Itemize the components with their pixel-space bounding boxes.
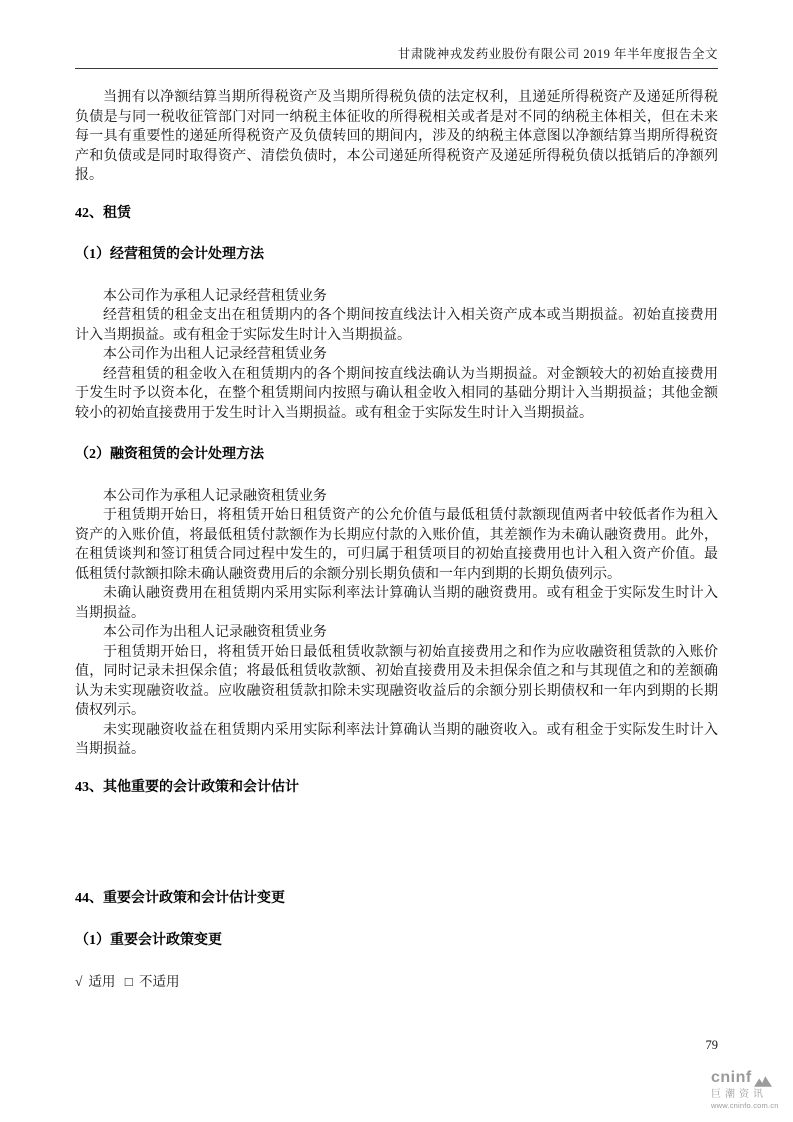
not-applicable-checkbox: □: [124, 974, 133, 989]
paragraph: 本公司作为承租人记录经营租赁业务: [103, 288, 327, 304]
page-number: 79: [705, 1038, 718, 1052]
paragraph: 于租赁期开始日，将租赁开始日最低租赁收款额与初始直接费用之和作为应收融资租赁款的入账价值，同时记录未担保余值；将最低租赁收款额、初始直接费用及未担保余值之和与其现值之和的差额确认为未实现融资收益。应收融资租赁款扣除未实现融资收益后的余额分别长期债权和一年内到期的长期债权列示。: [75, 644, 718, 718]
paragraph: 经营租赁的租金收入在租赁期内的各个期间按直线法确认为当期损益。对金额较大的初始直接费用于发生时予以资本化，在整个租赁期间内按照与确认租金收入相同的基础分期计入当期损益；其他金额较小的初始直接费用于发生时计入当期损益。或有租金于实际发生时计入当期损益。: [75, 366, 718, 421]
section-43-heading: 43、其他重要的会计政策和会计估计: [75, 779, 299, 795]
paragraph: 未实现融资收益在租赁期内采用实际利率法计算确认当期的融资收入。或有租金于实际发生时计入当期损益。: [75, 722, 718, 757]
applicable-check-mark: √: [75, 974, 83, 989]
page-header: [75, 44, 718, 69]
section-44-sub1-heading: （1）重要会计政策变更: [75, 932, 222, 948]
cninfo-logo-row: [711, 1069, 777, 1087]
mountain-icon: [754, 1076, 772, 1087]
section-42-sub1-heading: （1）经营租赁的会计处理方法: [75, 247, 264, 262]
paragraph: 经营租赁的租金支出在租赁期内的各个期间按直线法计入相关资产成本或当期损益。初始直接费用计入当期损益。或有租金于实际发生时计入当期损益。: [75, 308, 718, 343]
cninfo-logo: [711, 1069, 777, 1110]
paragraph: 本公司作为出租人记录融资租赁业务: [103, 625, 327, 640]
applicability-line: [75, 972, 718, 992]
section-42-heading: 42、租赁: [75, 205, 131, 221]
applicable-label: 适用: [88, 974, 116, 989]
section-44-heading: 44、重要会计政策和会计估计变更: [75, 891, 285, 906]
cninfo-name-text: 巨潮资讯: [711, 1088, 767, 1100]
cninfo-url-text: www.cninfo.com.cn: [711, 1100, 779, 1110]
paragraph: 未确认融资费用在租赁期内采用实际利率法计算确认当期的融资费用。或有租金于实际发生时计入当期损益。: [75, 586, 718, 621]
not-applicable-label: 不适用: [138, 974, 180, 989]
document-body: [75, 88, 718, 992]
cninfo-brand-text: cninf: [711, 1069, 752, 1087]
report-title: 甘肃陇神戎发药业股份有限公司 2019 年半年度报告全文: [397, 47, 718, 61]
paragraph: 本公司作为承租人记录融资租赁业务: [103, 488, 327, 504]
paragraph: 本公司作为出租人记录经营租赁业务: [103, 347, 327, 362]
paragraph-deferred-tax: 当拥有以净额结算当期所得税资产及当期所得税负债的法定权利，且递延所得税资产及递延所得税负债是与同一税收征管部门对同一纳税主体征收的所得税相关或者是对不同的纳税主体相关，但在未来每一具有重要性的递延所得税资产及负债转回的期间内，涉及的纳税主体意图以净额结算当期所得税资产和负债或是同时取得资产、清偿负债时，本公司递延所得税资产及递延所得税负债以抵销后的净额列报。: [75, 90, 718, 183]
section-42-sub2-heading: （2）融资租赁的会计处理方法: [75, 447, 264, 462]
paragraph: 于租赁期开始日，将租赁开始日租赁资产的公允价值与最低租赁付款额现值两者中较低者作为租入资产的入账价值，将最低租赁付款额作为长期应付款的入账价值，其差额作为未确认融资费用。此外，在租赁谈判和签订租赁合同过程中发生的，可归属于租赁项目的初始直接费用也计入租入资产价值。最低租赁付款额扣除未确认融资费用后的余额分别长期负债和一年内到期的长期负债列示。: [75, 508, 718, 582]
